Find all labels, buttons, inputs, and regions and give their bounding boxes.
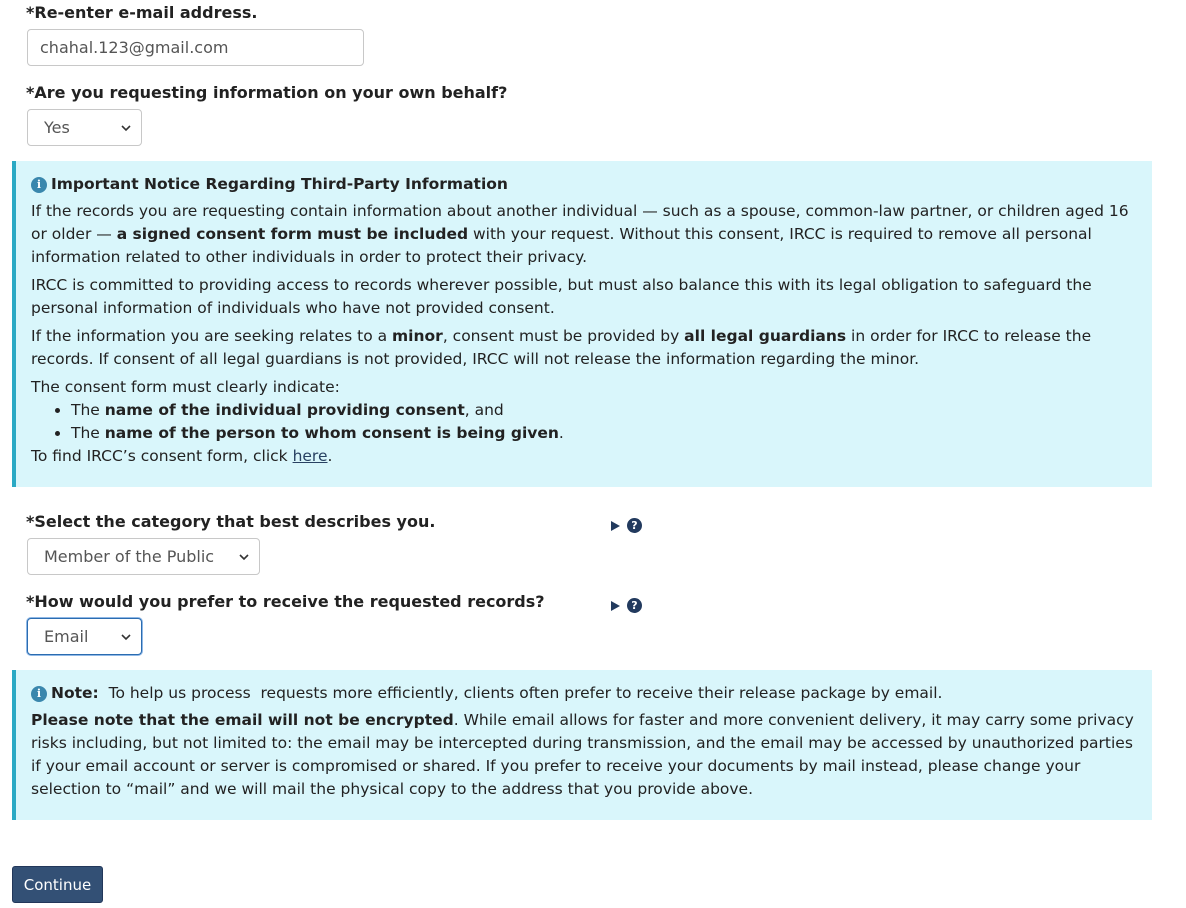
- email-note-text: To help us process requests more efficiently, clients often prefer to receive their release package by email.: [98, 684, 943, 702]
- third-party-notice: [12, 161, 1152, 487]
- info-icon: i: [31, 177, 47, 193]
- chevron-down-icon: [119, 630, 133, 644]
- expand-triangle-icon: [611, 521, 620, 531]
- list-item: • The name of the individual providing consent, and: [71, 399, 1136, 422]
- email-note-label: Note:: [51, 684, 99, 702]
- info-icon: i: [31, 686, 47, 702]
- own-behalf-selected: Yes: [44, 118, 70, 137]
- reenter-email-field[interactable]: [27, 29, 364, 66]
- delivery-selected: Email: [44, 627, 89, 646]
- delivery-label: *How would you prefer to receive the requested records?: [26, 592, 545, 611]
- help-question-icon: ?: [627, 598, 642, 613]
- reenter-email-label: *Re-enter e-mail address.: [26, 3, 258, 22]
- expand-triangle-icon: [611, 601, 620, 611]
- consent-requirements-list: [31, 399, 1136, 445]
- chevron-down-icon: [119, 121, 133, 135]
- own-behalf-label: *Are you requesting information on your own behalf?: [26, 83, 508, 102]
- category-help[interactable]: [611, 518, 642, 533]
- delivery-help[interactable]: [611, 598, 642, 613]
- notice-paragraph-2: IRCC is committed to providing access to records wherever possible, but must also balance this with its legal obligation to safeguard the personal information of individuals who have not provided consent.: [31, 276, 1092, 317]
- consent-form-link[interactable]: here: [292, 447, 328, 465]
- notice-title: Important Notice Regarding Third-Party Information: [51, 175, 508, 193]
- notice-paragraph-3: If the information you are seeking relates to a minor, consent must be provided by all legal guardians in order for IRCC to release the records. If consent of all legal guardians is not provided, IRCC will not release the information regarding the minor.: [31, 327, 1092, 368]
- notice-paragraph-1: If the records you are requesting contain information about another individual — such as a spouse, common-law partner, or children aged 16 or older — a signed consent form must be included with your request. Without this consent, IRCC is required to remove all personal information related to other individuals in order to protect their privacy.: [31, 202, 1129, 266]
- continue-button[interactable]: Continue: [12, 866, 103, 903]
- category-selected: Member of the Public: [44, 547, 215, 566]
- reenter-email-value: chahal.123@gmail.com: [40, 38, 229, 57]
- delivery-select[interactable]: [27, 618, 142, 655]
- category-label: *Select the category that best describes you.: [26, 512, 436, 531]
- notice-paragraph-5: To find IRCC’s consent form, click here.: [31, 447, 333, 465]
- notice-paragraph-4: The consent form must clearly indicate:: [31, 378, 340, 396]
- email-warning: Please note that the email will not be encrypted. While email allows for faster and more convenient delivery, it may carry some privacy risks including, but not limited to: the email may be intercepted during transmission, and the email may be accessed by unauthorized parties if your email account or server is compromised or shared. If you prefer to receive your documents by mail instead, please change your selection to “mail” and we will mail the physical copy to the address that you provide above.: [31, 711, 1134, 798]
- category-select[interactable]: [27, 538, 260, 575]
- chevron-down-icon: [237, 550, 251, 564]
- email-note-row: [31, 682, 1136, 705]
- own-behalf-select[interactable]: [27, 109, 142, 146]
- email-notice: [12, 670, 1152, 820]
- notice-title-row: [31, 173, 1136, 196]
- help-question-icon: ?: [627, 518, 642, 533]
- list-item: • The name of the person to whom consent is being given.: [71, 422, 1136, 445]
